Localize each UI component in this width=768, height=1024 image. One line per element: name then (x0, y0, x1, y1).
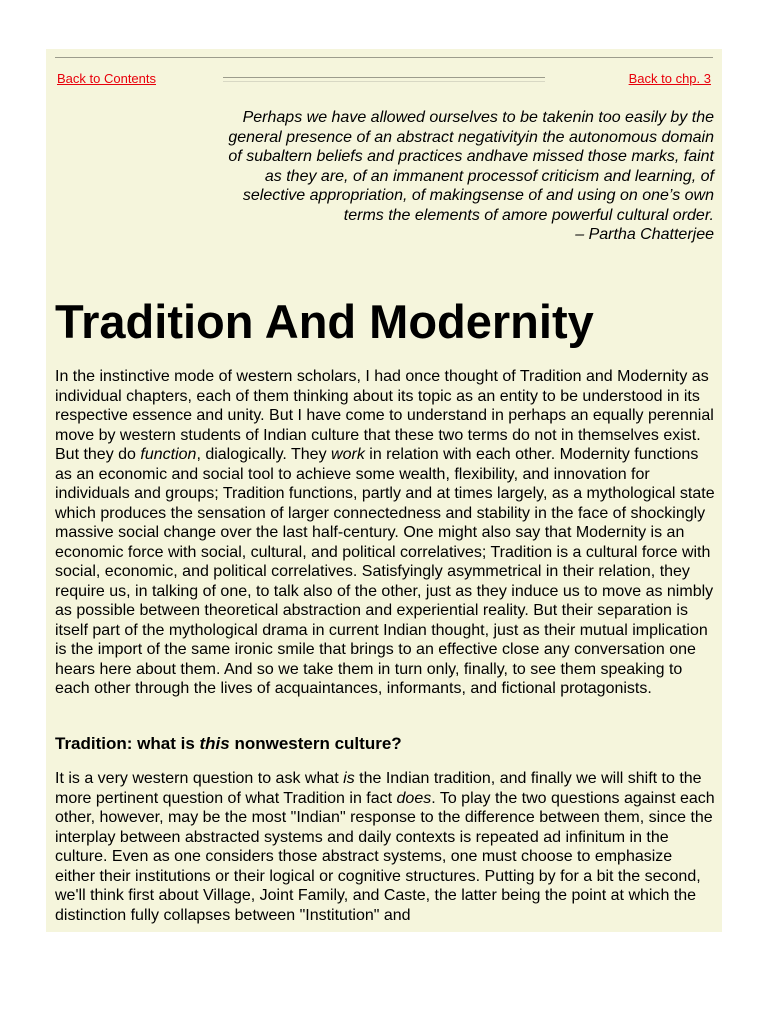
top-divider (55, 57, 713, 58)
emphasis-work: work (331, 446, 365, 463)
heading-run: nonwestern culture? (229, 734, 402, 753)
heading-emphasis: this (199, 734, 230, 753)
epigraph-quote: Perhaps we have allowed ourselves to be takenin too easily by the general presence of an abstract negativityin the autonomous domain of subaltern beliefs and practices andhave missed those marks, faint as they are, of an immanent processof criticism and learning, of selective appropriation, of makingsense of and using on one’s own terms the elements of amore powerful cultural order. (228, 109, 714, 224)
emphasis-function: function (140, 446, 197, 463)
back-to-contents-link[interactable]: Back to Contents (57, 71, 156, 86)
navigation-bar (57, 71, 711, 89)
emphasis-is: is (343, 770, 355, 787)
text-run: It is a very western question to ask what (55, 770, 344, 787)
paragraph-intro (55, 367, 715, 699)
text-run: the Indian tradition, and finally we will shift to the more pertinent question of what Tradition in fact (55, 770, 702, 807)
text-run: in relation with each other. Modernity functions as an economic and social tool to achieve some wealth, flexibility, and innovation for individuals and groups; Tradition functions, partly and at times largely, as a mythological state which produces the sensation of larger connectedness and stability in the face of shockingly massive social change over the last half-century. One might also say that Modernity is an economic force with social, cultural, and political correlatives; Tradition is a cultural force with social, economic, and political correlatives. Satisfyingly asymmetrical in their relation, they require us, in talking of one, to talk also of the other, just as they induce us to move as nimbly as possible between theoretical abstraction and experiential reality. But their separation is itself part of the mythological drama in current Indian thought, just as their mutual implication is the import of the same ironic smile that brings to an effective close any conversation one hears here about them. And so we take them in turn only, finally, to see them speaking to each other through the lives of acquaintances, informants, and fictional protagonists. (55, 446, 715, 697)
section-heading (55, 733, 402, 755)
heading-run: Tradition: what is (55, 734, 200, 753)
text-run: . To play the two questions against each other, however, may be the most "Indian" response to the difference between them, since the interplay between abstracted systems and daily contexts is repeated ad infinitum in the culture. Even as one considers those abstract systems, one must choose to emphasize either their institutions or their logical or cognitive structures. Putting by for a bit the second, we'll think first about Village, Joint Family, and Caste, the latter being the point at which the distinction fully collapses between "Institution" and (55, 789, 715, 924)
text-run: , dialogically. They (196, 446, 332, 463)
epigraph (214, 108, 714, 245)
epigraph-attribution: – Partha Chatterjee (575, 226, 714, 243)
paragraph-tradition (55, 769, 715, 925)
back-to-chapter-link[interactable]: Back to chp. 3 (628, 71, 711, 86)
emphasis-does: does (396, 789, 432, 807)
text-run: In the instinctive mode of western scholars, I had once thought of Tradition and Modernity as individual chapters, each of them thinking about its topic as an entity to be understood in its respective essence and unity. But I have come to understand in perhaps an equally perennial move by western students of Indian culture that these two terms do not in themselves exist. But they do (55, 368, 714, 463)
document-page (46, 49, 722, 932)
page-title: Tradition And Modernity (55, 295, 594, 348)
nav-divider (223, 77, 545, 82)
